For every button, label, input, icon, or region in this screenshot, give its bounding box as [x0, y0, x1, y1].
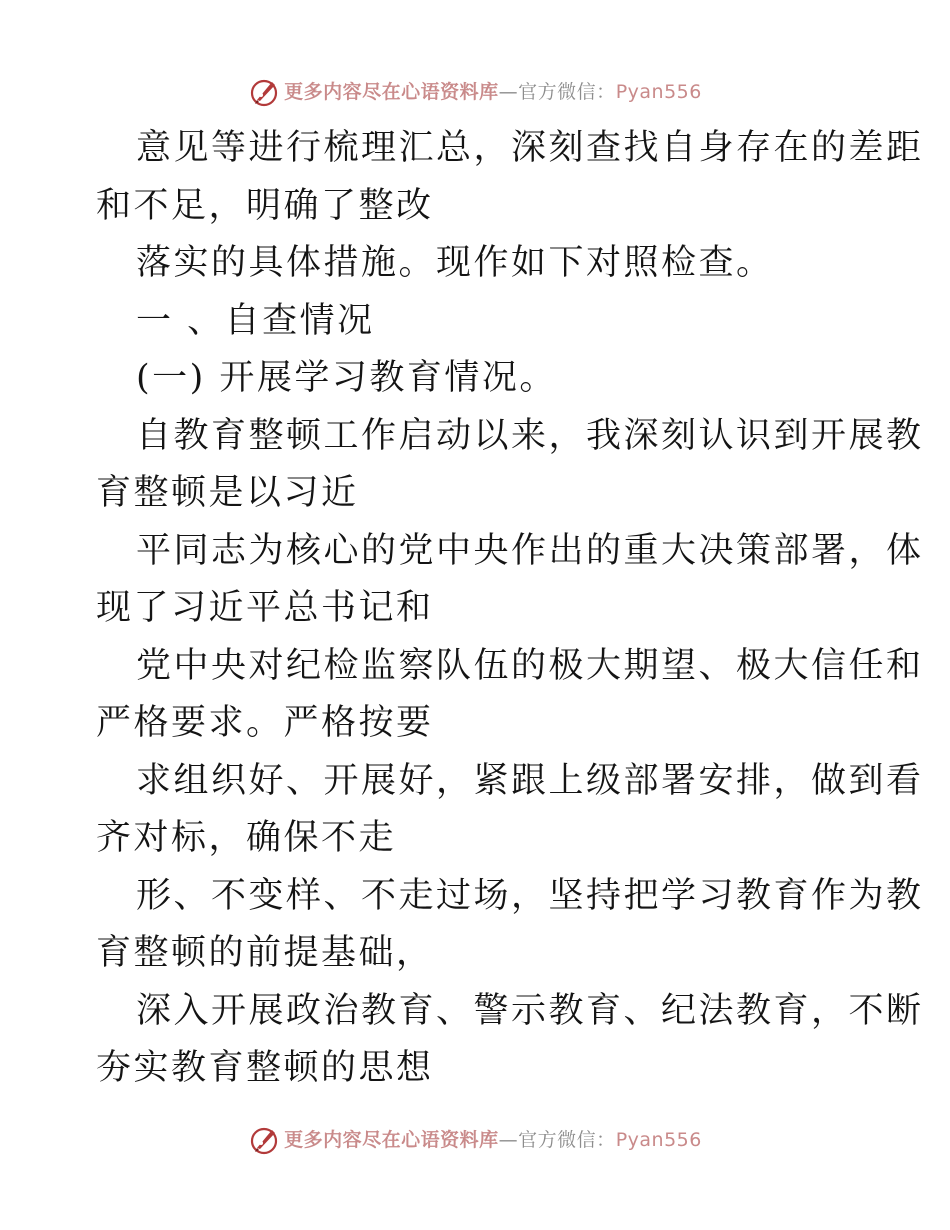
watermark-wechat-label: 官方微信：	[518, 80, 616, 103]
watermark-wechat-id: Pyan556	[615, 80, 702, 103]
text-line: 落实的具体措施。现作如下对照检查。	[136, 243, 774, 283]
text-line: 党中央对纪检监察队伍的极大期望、极大信任和	[136, 645, 924, 686]
text-line: 深入开展政治教育、警示教育、纪法教育，不断	[136, 990, 924, 1031]
watermark-text	[284, 1128, 702, 1151]
watermark-wechat-label: 官方微信：	[518, 1128, 616, 1151]
text-line: (一) 开展学习教育情况。	[136, 358, 557, 398]
text-line: 和不足，明确了整改	[96, 185, 434, 226]
text-line: 严格要求。严格按要	[96, 703, 434, 743]
footer-watermark	[0, 1120, 950, 1160]
text-line: 平同志为核心的党中央作出的重大决策部署，体	[136, 530, 924, 571]
text-line: 育整顿是以习近	[96, 473, 359, 513]
watermark-dash: —	[498, 80, 519, 103]
text-line: 一 、自查情况	[136, 300, 375, 341]
watermark-brand: 更多内容尽在心语资料库	[284, 1128, 499, 1151]
text-line: 现了习近平总书记和	[96, 588, 434, 628]
quill-pen-logo-icon	[248, 1124, 280, 1156]
document-body	[96, 120, 924, 1098]
watermark-wechat-id: Pyan556	[615, 1128, 702, 1151]
watermark-text	[284, 80, 702, 103]
text-line: 求组织好、开展好，紧跟上级部署安排，做到看	[136, 760, 924, 801]
text-line: 齐对标，确保不走	[96, 818, 397, 858]
header-watermark	[0, 72, 950, 112]
watermark-brand: 更多内容尽在心语资料库	[284, 80, 499, 103]
text-line: 形、不变样、不走过场，坚持把学习教育作为教	[136, 875, 924, 916]
text-line: 育整顿的前提基础，	[96, 933, 434, 973]
text-line: 自教育整顿工作启动以来，我深刻认识到开展教	[136, 415, 924, 456]
watermark-dash: —	[498, 1128, 519, 1151]
text-line: 夯实教育整顿的思想	[96, 1048, 434, 1088]
quill-pen-logo-icon	[248, 76, 280, 108]
text-line: 意见等进行梳理汇总，深刻查找自身存在的差距	[136, 128, 924, 168]
